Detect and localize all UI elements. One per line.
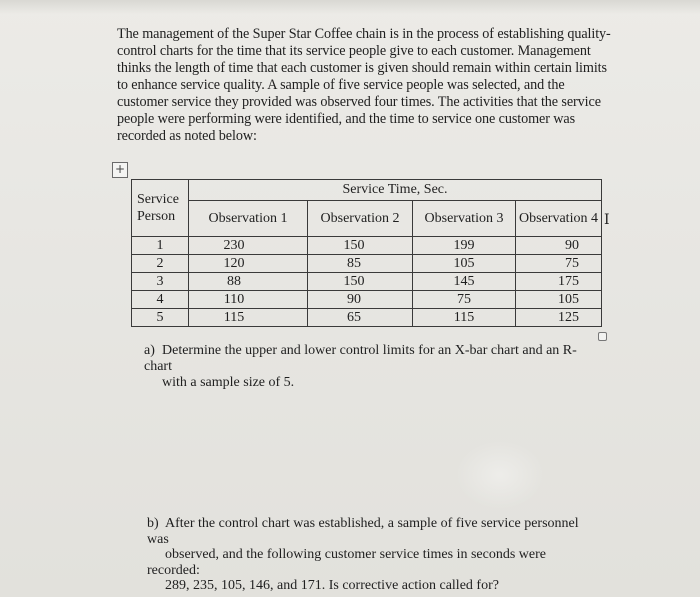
value-cell: 125 [516, 309, 602, 327]
observation-3-header: Observation 3 [413, 201, 516, 237]
table-header-row [132, 180, 602, 201]
value-cell: 65 [308, 309, 413, 327]
value-cell: 115 [413, 309, 516, 327]
resize-handle-icon[interactable] [598, 332, 607, 341]
observation-4-header: Observation 4 [516, 201, 602, 237]
question-a [144, 343, 604, 391]
photo-glare [455, 440, 545, 510]
value-cell: 85 [308, 255, 413, 273]
table-row [132, 255, 602, 273]
value-cell: 145 [413, 273, 516, 291]
value-cell: 150 [308, 237, 413, 255]
value-cell: 75 [413, 291, 516, 309]
service-person-header: Service Person [132, 180, 189, 237]
value-cell: 110 [189, 291, 308, 309]
value-cell: 75 [516, 255, 602, 273]
question-a-letter: a) [144, 343, 155, 358]
problem-intro [117, 26, 627, 145]
intro-line: The management of the Super Star Coffee chain is in the process of establishing quality- [117, 26, 611, 42]
question-a-line: with a sample size of 5. [162, 375, 295, 390]
value-cell: 120 [189, 255, 308, 273]
intro-line: people were performing were identified, and the time to service one customer was [117, 111, 576, 127]
question-a-line: Determine the upper and lower control limits for an X-bar chart and an R-chart [144, 343, 577, 374]
value-cell: 115 [189, 309, 308, 327]
table-row [132, 309, 602, 327]
person-cell: 5 [132, 309, 189, 327]
page-top-shadow [0, 0, 700, 14]
text-cursor-icon: I [604, 212, 610, 228]
question-b-letter: b) [147, 516, 159, 531]
intro-line: thinks the length of time that each customer is given should remain within certain limits [117, 60, 607, 76]
intro-line: to enhance service quality. A sample of five service people was selected, and the [117, 77, 565, 93]
question-b-line: observed, and the following customer service times in seconds were recorded: [147, 547, 547, 578]
value-cell: 90 [516, 237, 602, 255]
value-cell: 105 [516, 291, 602, 309]
move-anchor-icon[interactable]: + [112, 162, 128, 178]
person-cell: 3 [132, 273, 189, 291]
table-row [132, 291, 602, 309]
service-time-table [131, 179, 602, 327]
value-cell: 230 [189, 237, 308, 255]
table-subheader-row [132, 201, 602, 237]
question-b-line: 289, 235, 105, 146, and 171. Is corrective action called for? [165, 578, 499, 593]
value-cell: 88 [189, 273, 308, 291]
intro-line: recorded as noted below: [117, 128, 257, 144]
person-cell: 1 [132, 237, 189, 255]
table-row [132, 273, 602, 291]
person-cell: 2 [132, 255, 189, 273]
intro-line: control charts for the time that its service people give to each customer. Management [117, 43, 591, 59]
observation-2-header: Observation 2 [308, 201, 413, 237]
intro-line: customer service they provided was observed four times. The activities that the service [117, 94, 601, 110]
table-row [132, 237, 602, 255]
service-time-header: Service Time, Sec. [189, 180, 602, 201]
value-cell: 90 [308, 291, 413, 309]
value-cell: 150 [308, 273, 413, 291]
observation-1-header: Observation 1 [189, 201, 308, 237]
value-cell: 175 [516, 273, 602, 291]
question-b-line: After the control chart was established, a sample of five service personnel was [147, 516, 579, 547]
value-cell: 199 [413, 237, 516, 255]
person-cell: 4 [132, 291, 189, 309]
question-b [147, 516, 587, 594]
value-cell: 105 [413, 255, 516, 273]
